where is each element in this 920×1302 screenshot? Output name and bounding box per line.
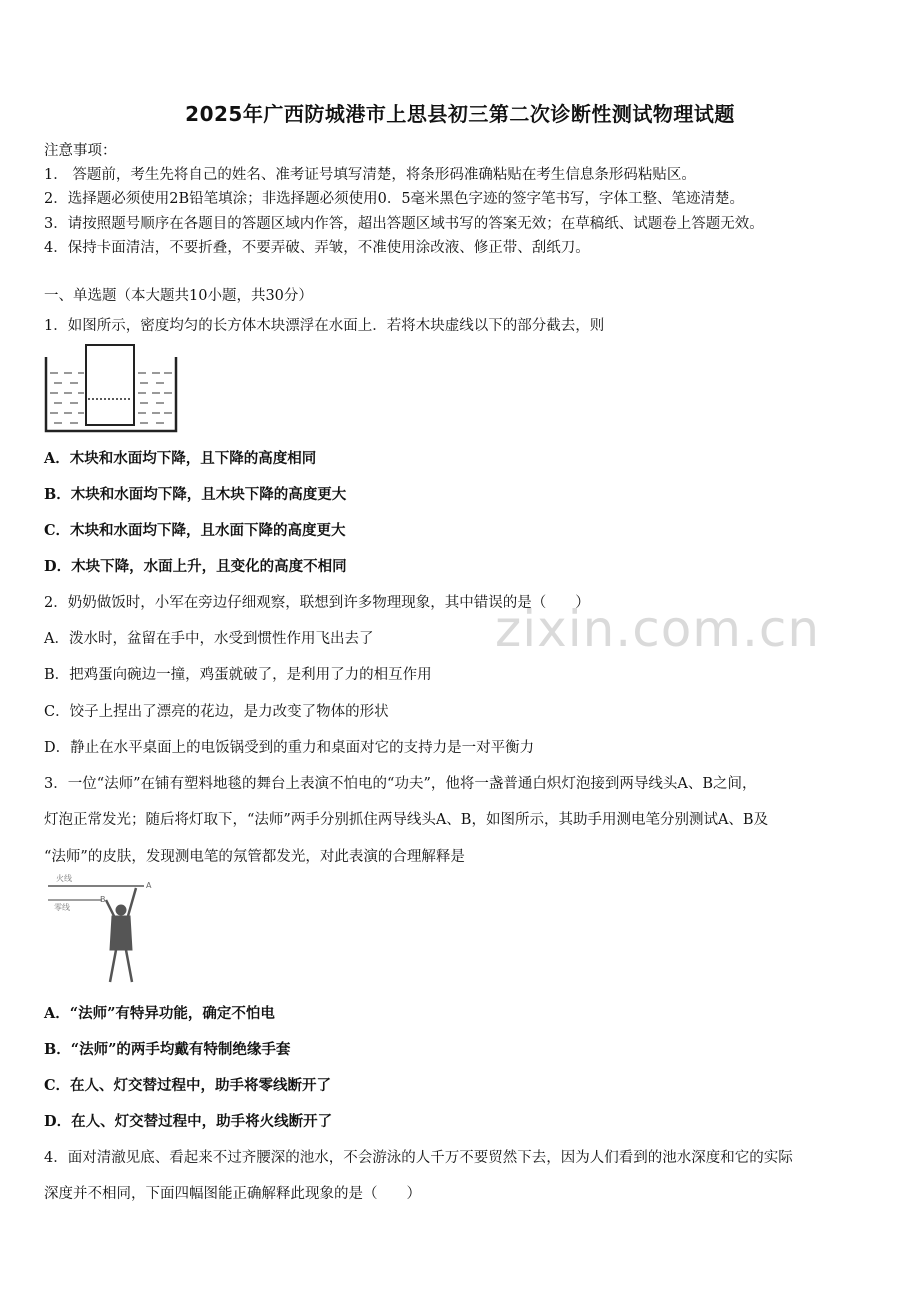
q1-option-b: B．木块和水面均下降，且木块下降的高度更大 [44,486,347,503]
q3-stem-line-3: “法师”的皮肤，发现测电笔的氖管都发光，对此表演的合理解释是 [44,849,465,865]
q3-stem-line-1: 3．一位“法师”在铺有塑料地毯的舞台上表演不怕电的“功夫”，他将一盏普通白炽灯泡接到两导线头A、B之间， [44,776,757,792]
q3-option-a: A．“法师”有特异功能，确定不怕电 [44,1005,275,1022]
q1-option-d: D．木块下降，水面上升，且变化的高度不相同 [44,558,347,575]
q1-option-c: C．木块和水面均下降，且水面下降的高度更大 [44,522,346,539]
section-heading: 一、单选题（本大题共10小题，共30分） [44,288,313,304]
q3-option-c: C．在人、灯交替过程中，助手将零线断开了 [44,1077,332,1094]
q3-magician-figure [44,870,164,990]
q3-live-wire-label: 火线 [56,874,72,883]
q3-neutral-wire-label: 零线 [54,903,70,912]
q2-stem: 2．奶奶做饭时，小军在旁边仔细观察，联想到许多物理现象，其中错误的是（ ） [44,595,590,611]
q2-option-c: C．饺子上捏出了漂亮的花边，是力改变了物体的形状 [44,704,389,720]
q4-stem-line-1: 4．面对清澈见底、看起来不过齐腰深的池水，不会游泳的人千万不要贸然下去，因为人们看到的池水深度和它的实际 [44,1150,793,1166]
q3-option-d: D．在人、灯交替过程中，助手将火线断开了 [44,1113,333,1130]
note-item-3: 3．请按照题号顺序在各题目的答题区域内作答，超出答题区域书写的答案无效；在草稿纸、试题卷上答题无效。 [44,216,764,232]
q2-option-d: D．静止在水平桌面上的电饭锅受到的重力和桌面对它的支持力是一对平衡力 [44,740,535,756]
q3-point-a-label: A [146,881,152,890]
q1-stem: 1．如图所示，密度均匀的长方体木块漂浮在水面上．若将木块虚线以下的部分截去，则 [44,318,605,334]
q3-option-b: B．“法师”的两手均戴有特制绝缘手套 [44,1041,291,1058]
q3-stem-line-2: 灯泡正常发光；随后将灯取下，“法师”两手分别抓住两导线头A、B，如图所示，其助手用测电笔分别测试A、B及 [44,812,769,828]
watermark: zixin.com.cn [495,600,821,658]
q2-option-a: A．泼水时，盆留在手中，水受到惯性作用飞出去了 [44,631,374,647]
page-title: 2025年广西防城港市上思县初三第二次诊断性测试物理试题 [185,102,735,126]
q1-option-a: A．木块和水面均下降，且下降的高度相同 [44,450,317,467]
q4-stem-line-2: 深度并不相同，下面四幅图能正确解释此现象的是（ ） [44,1186,421,1202]
note-item-2: 2．选择题必须使用2B铅笔填涂；非选择题必须使用0．5毫米黑色字迹的签字笔书写，字体工整、笔迹清楚。 [44,191,745,207]
note-item-4: 4．保持卡面清洁，不要折叠，不要弄破、弄皱，不准使用涂改液、修正带、刮纸刀。 [44,240,590,256]
q1-floating-block-figure [44,343,180,435]
q3-point-b-label: B [100,895,106,904]
note-item-1: 1． 答题前，考生先将自己的姓名、准考证号填写清楚，将条形码准确粘贴在考生信息条形码粘贴区。 [44,167,696,183]
notes-heading: 注意事项： [44,143,117,159]
q2-option-b: B．把鸡蛋向碗边一撞，鸡蛋就破了，是利用了力的相互作用 [44,667,432,683]
